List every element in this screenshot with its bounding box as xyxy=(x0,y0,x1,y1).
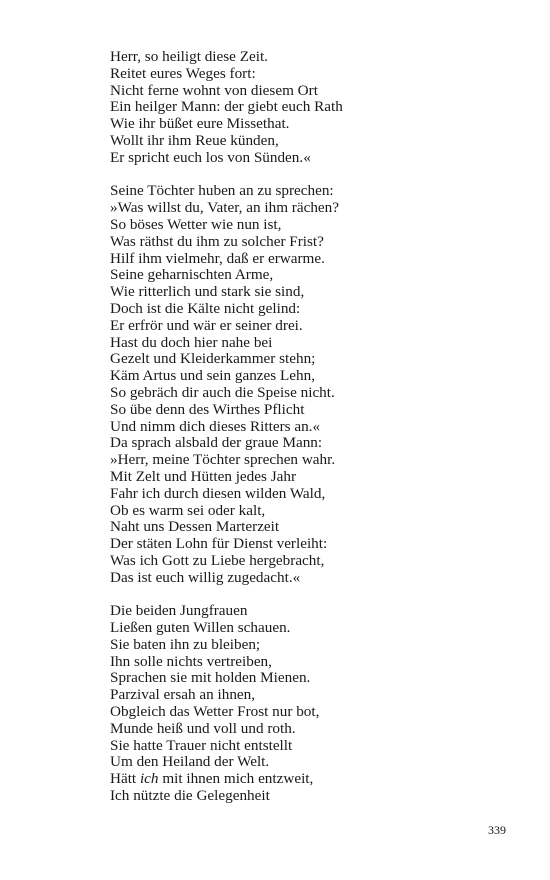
poem-line: Ihn solle nichts vertreiben, xyxy=(110,652,272,670)
poem-line: Er erfrör und wär er seiner drei. xyxy=(110,316,303,334)
poem-line: Die beiden Jungfrauen xyxy=(110,602,248,620)
poem-line: Ich nützte die Gelegenheit xyxy=(110,787,270,805)
poem-line: Sprachen sie mit holden Mienen. xyxy=(110,669,311,687)
poem-line: Obgleich das Wetter Frost nur bot, xyxy=(110,703,320,721)
poem-line xyxy=(110,771,510,788)
poem-line: Was ich Gott zu Liebe hergebracht, xyxy=(110,551,325,569)
poem-line: Um den Heiland der Welt. xyxy=(110,753,270,771)
poem-line: Munde heiß und voll und roth. xyxy=(110,719,296,737)
poem-line: Hilf ihm vielmehr, daß er erwarme. xyxy=(110,249,325,267)
poem-line: »Was willst du, Vater, an ihm rächen? xyxy=(110,199,340,217)
poem-line: Wie ritterlich und stark sie sind, xyxy=(110,283,305,301)
line-segment: Hätt xyxy=(110,770,140,788)
line-segment: mit ihnen mich entzweit, xyxy=(158,770,314,788)
poem-line: Wie ihr büßet eure Missethat. xyxy=(110,115,290,133)
poem-line: Parzival ersah an ihnen, xyxy=(110,686,256,704)
poem-line: Er spricht euch los von Sünden.« xyxy=(110,148,311,166)
poem-line: So böses Wetter wie nun ist, xyxy=(110,215,282,233)
poem-line: Ein heilger Mann: der giebt euch Rath xyxy=(110,98,343,116)
poem-line: Nicht ferne wohnt von diesem Ort xyxy=(110,81,318,99)
stanza xyxy=(110,49,510,167)
poem-line: Da sprach alsbald der graue Mann: xyxy=(110,434,323,452)
poem-line: Fahr ich durch diesen wilden Wald, xyxy=(110,484,326,502)
poem-line: Das ist euch willig zugedacht.« xyxy=(110,568,301,586)
poem-line: So übe denn des Wirthes Pflicht xyxy=(110,400,305,418)
stanza xyxy=(110,603,510,805)
poem-line: Seine Töchter huben an zu sprechen: xyxy=(110,182,334,200)
poem-line: Der stäten Lohn für Dienst verleiht: xyxy=(110,535,328,553)
page-number: 339 xyxy=(488,823,506,837)
poem-line: »Herr, meine Töchter sprechen wahr. xyxy=(110,451,336,469)
poem-line: Ob es warm sei oder kalt, xyxy=(110,501,266,519)
poem-line: Ließen guten Willen schauen. xyxy=(110,619,291,637)
poem-line: Reitet eures Weges fort: xyxy=(110,64,256,82)
emphasized-word: ich xyxy=(139,770,159,788)
poem-line: Hast du doch hier nahe bei xyxy=(110,333,273,351)
poem-line: Sie hatte Trauer nicht entstellt xyxy=(110,736,293,754)
poem-line: Gezelt und Kleiderkammer stehn; xyxy=(110,350,316,368)
poem-line: So gebräch dir auch die Speise nicht. xyxy=(110,383,335,401)
poem-line: Mit Zelt und Hütten jedes Jahr xyxy=(110,467,297,485)
poem-line: Seine geharnischten Arme, xyxy=(110,266,274,284)
poem-line: Doch ist die Kälte nicht gelind: xyxy=(110,299,301,317)
poem-line: Wollt ihr ihm Reue künden, xyxy=(110,131,279,149)
poem-line: Naht uns Dessen Marterzeit xyxy=(110,518,280,536)
stanza xyxy=(110,183,510,586)
poem-line: Herr, so heiligt diese Zeit. xyxy=(110,48,268,65)
poem-line: Was räthst du ihm zu solcher Frist? xyxy=(110,232,324,250)
poem-line: Käm Artus und sein ganzes Lehn, xyxy=(110,367,315,385)
poem-line: Und nimm dich dieses Ritters an.« xyxy=(110,417,321,435)
poem-text xyxy=(110,49,510,822)
poem-line: Sie baten ihn zu bleiben; xyxy=(110,635,261,653)
